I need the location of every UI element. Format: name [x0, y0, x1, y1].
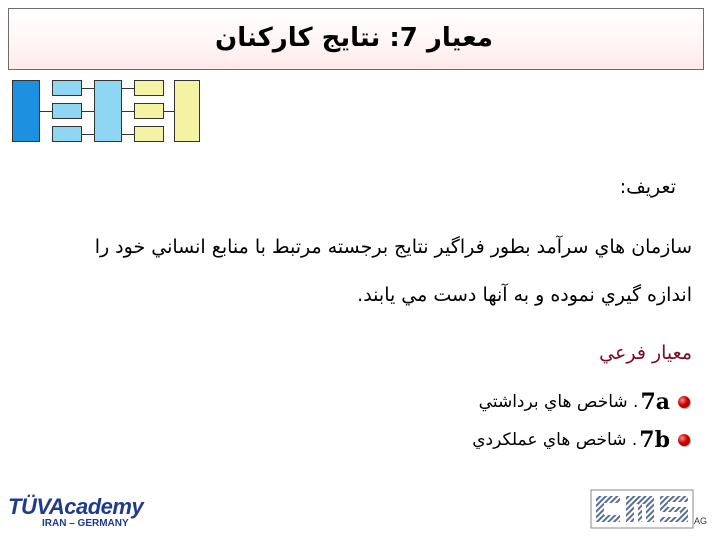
cms-logo [590, 488, 712, 532]
cms-logo-graphic [590, 488, 694, 530]
model-connector [164, 111, 174, 112]
bullet-icon [678, 396, 690, 408]
model-processes-block [94, 80, 122, 142]
subcriteria-heading: معيار فرعي [599, 342, 692, 364]
bullet-icon [678, 434, 690, 446]
model-connector [122, 111, 134, 112]
model-connector [82, 134, 94, 135]
model-result-block [134, 80, 164, 96]
model-enabler-block [52, 126, 82, 142]
model-connector [122, 134, 134, 135]
subcriterion-code: 7a [640, 389, 670, 415]
subcriterion-label: . شاخص هاي برداشتي [478, 392, 639, 412]
subcriterion-item [479, 388, 690, 416]
efqm-model-diagram [12, 80, 192, 142]
slide-title: معيار 7: نتايج کارکنان [215, 23, 493, 53]
definition-text-line-1: سازمان هاي سرآمد بطور فراگير نتايج برجسته مرتبط با منابع انساني خود را [94, 236, 692, 258]
subcriterion-label: . شاخص هاي عملکردي [472, 430, 638, 450]
model-result-block [134, 126, 164, 142]
subcriterion-code: 7b [639, 427, 670, 453]
subcriterion-item [472, 426, 690, 454]
model-enabler-block [52, 103, 82, 119]
model-connector [82, 88, 94, 89]
model-key-results-block [174, 80, 200, 142]
tuv-logo-text: TÜVAcademy [8, 494, 144, 519]
model-connector [82, 111, 94, 112]
model-leadership-block [12, 80, 40, 142]
tuv-academy-logo [8, 494, 168, 532]
model-enabler-block [52, 80, 82, 96]
definition-label: تعريف: [619, 176, 676, 198]
title-banner [8, 8, 704, 70]
cms-logo-subtext: AG [694, 516, 708, 526]
definition-text-line-2: اندازه گيري نموده و به آنها دست مي يابند. [357, 284, 692, 306]
model-result-block [134, 103, 164, 119]
tuv-logo-subtext: IRAN – GERMANY [42, 518, 129, 529]
model-connector [122, 88, 134, 89]
model-connector [40, 111, 52, 112]
